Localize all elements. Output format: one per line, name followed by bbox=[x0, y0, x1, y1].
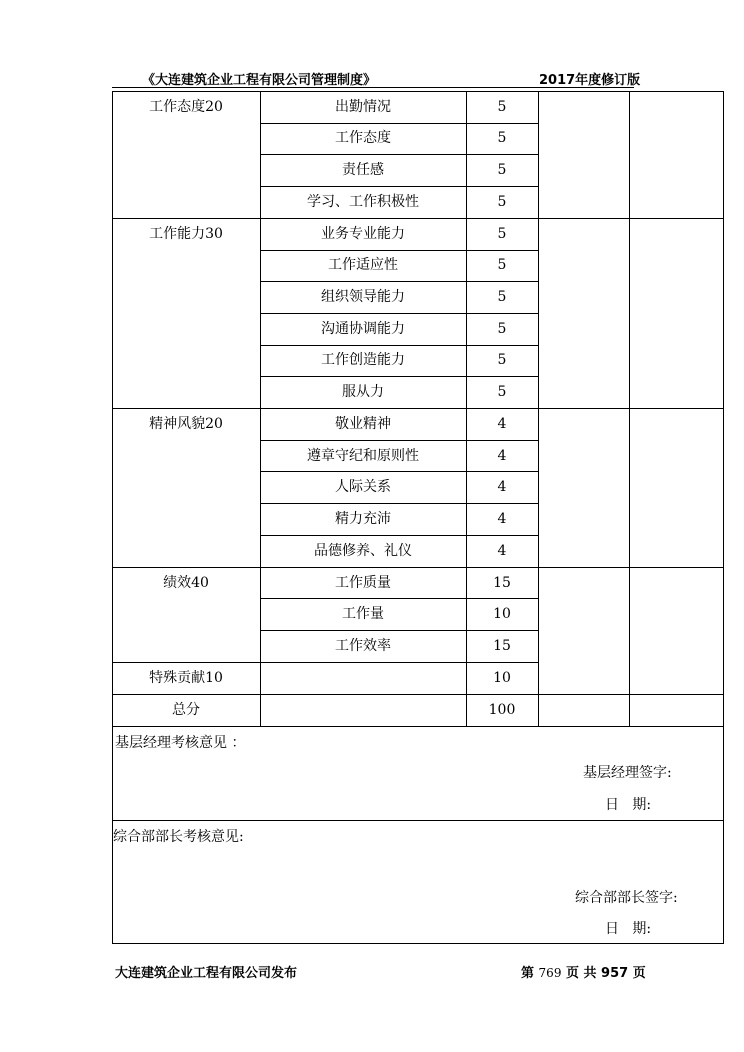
score-cell: 5 bbox=[497, 194, 507, 210]
page-mid: 页 共 bbox=[565, 966, 597, 981]
item-cell: 工作效率 bbox=[335, 638, 391, 654]
item-cell: 业务专业能力 bbox=[321, 226, 405, 242]
page-total: 957 bbox=[601, 966, 629, 981]
page-counter bbox=[521, 962, 646, 981]
score-cell: 5 bbox=[497, 321, 507, 337]
score-cell: 4 bbox=[497, 479, 507, 495]
page-current: 769 bbox=[538, 966, 562, 980]
category-cell: 工作态度20 bbox=[149, 99, 223, 115]
dept-date-label: 日 期: bbox=[605, 921, 652, 937]
score-cell: 5 bbox=[497, 384, 507, 400]
item-cell: 工作创造能力 bbox=[321, 352, 405, 368]
item-cell: 出勤情况 bbox=[335, 99, 391, 115]
dept-opinion-label: 综合部部长考核意见: bbox=[113, 829, 244, 845]
score-cell: 4 bbox=[497, 448, 507, 464]
item-cell: 服从力 bbox=[342, 384, 384, 400]
score-cell: 5 bbox=[497, 257, 507, 273]
total-score: 100 bbox=[488, 702, 516, 718]
dept-signature-label: 综合部部长签字: bbox=[575, 890, 678, 906]
item-cell: 责任感 bbox=[342, 162, 384, 178]
item-cell: 学习、工作积极性 bbox=[307, 194, 419, 210]
score-cell: 15 bbox=[493, 575, 511, 591]
score-cell: 4 bbox=[497, 543, 507, 559]
score-cell: 5 bbox=[497, 352, 507, 368]
score-cell: 4 bbox=[497, 416, 507, 432]
score-cell: 5 bbox=[497, 289, 507, 305]
item-cell: 沟通协调能力 bbox=[321, 321, 405, 337]
category-cell: 工作能力30 bbox=[149, 226, 223, 242]
total-label: 总分 bbox=[172, 702, 200, 718]
document-title: 《大连建筑企业工程有限公司管理制度》 bbox=[142, 73, 377, 88]
item-cell: 遵章守纪和原则性 bbox=[307, 448, 419, 464]
score-cell: 10 bbox=[493, 670, 511, 686]
manager-signature-label: 基层经理签字: bbox=[583, 765, 672, 781]
category-cell: 绩效40 bbox=[163, 575, 209, 591]
item-cell: 精力充沛 bbox=[335, 511, 391, 527]
item-cell: 敬业精神 bbox=[335, 416, 391, 432]
manager-date-label: 日 期: bbox=[605, 797, 652, 813]
category-cell: 特殊贡献10 bbox=[149, 670, 223, 686]
manager-opinion-label: 基层经理考核意见 ： bbox=[115, 735, 246, 751]
category-cell: 精神风貌20 bbox=[149, 416, 223, 432]
score-cell: 5 bbox=[497, 226, 507, 242]
score-cell: 5 bbox=[497, 162, 507, 178]
score-cell: 10 bbox=[493, 606, 511, 622]
score-cell: 5 bbox=[497, 99, 507, 115]
item-cell: 工作量 bbox=[342, 606, 384, 622]
item-cell: 工作适应性 bbox=[328, 257, 398, 273]
item-cell: 工作质量 bbox=[335, 575, 391, 591]
edition-label: 2017年度修订版 bbox=[539, 73, 641, 88]
score-cell: 4 bbox=[497, 511, 507, 527]
page-suffix: 页 bbox=[632, 966, 646, 981]
score-cell: 5 bbox=[497, 130, 507, 146]
item-cell: 人际关系 bbox=[335, 479, 391, 495]
item-cell: 品德修养、礼仪 bbox=[314, 543, 412, 559]
score-cell: 15 bbox=[493, 638, 511, 654]
page-prefix: 第 bbox=[521, 966, 535, 981]
publisher-label: 大连建筑企业工程有限公司发布 bbox=[115, 966, 298, 981]
item-cell: 工作态度 bbox=[335, 130, 391, 146]
item-cell: 组织领导能力 bbox=[321, 289, 405, 305]
